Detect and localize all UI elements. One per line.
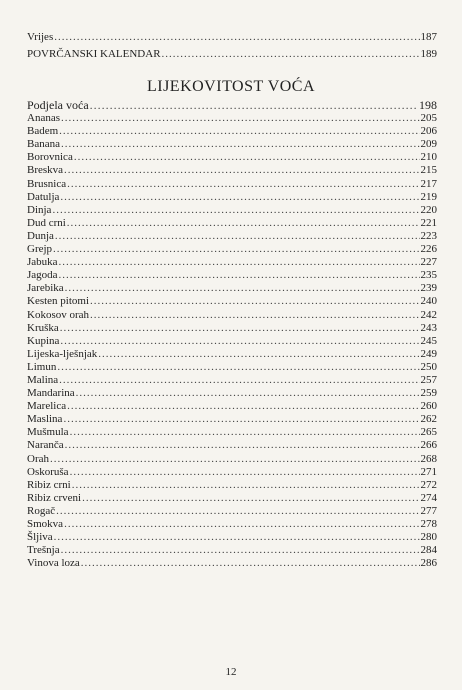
toc-entry-page: 220 <box>420 203 437 216</box>
toc-row <box>27 256 437 269</box>
toc-entry-name: Maslina <box>27 413 63 426</box>
dot-leader <box>60 322 420 335</box>
dot-leader <box>90 99 418 112</box>
toc-entry-name: Grejp <box>27 243 53 256</box>
toc-row <box>27 191 437 204</box>
toc-row <box>27 400 437 413</box>
toc-row <box>27 387 437 400</box>
toc-entry-page: 223 <box>420 229 437 242</box>
dot-leader <box>59 125 419 138</box>
dot-leader <box>162 46 420 63</box>
toc-entry-name: Brusnica <box>27 177 67 190</box>
dot-leader <box>56 505 419 518</box>
toc-row <box>27 466 437 479</box>
toc-entry-name: Ribiz crni <box>27 478 71 491</box>
dot-leader <box>57 361 419 374</box>
toc-row <box>27 518 437 531</box>
toc-row <box>27 322 437 335</box>
dot-leader <box>67 217 420 230</box>
dot-leader <box>98 348 419 361</box>
toc-entry-page: 217 <box>420 177 437 190</box>
toc-entry-name: Trešnja <box>27 544 60 557</box>
toc-entry-name: Kupina <box>27 334 60 347</box>
dot-leader <box>64 164 419 177</box>
toc-entry-name: Lijeska-lješnjak <box>27 347 98 360</box>
toc-row <box>27 29 437 46</box>
toc-entry-name: Badem <box>27 125 59 138</box>
toc-row <box>27 413 437 426</box>
dot-leader <box>64 518 419 531</box>
toc-row <box>27 164 437 177</box>
toc-entry-name: Kruška <box>27 321 59 334</box>
toc-entry-name: Borovnica <box>27 151 73 164</box>
toc-entry-page: 243 <box>420 321 437 334</box>
toc-row <box>27 374 437 387</box>
toc-entry-name: Kokosov orah <box>27 308 90 321</box>
toc-entry-page: 280 <box>420 531 437 544</box>
toc-entry-name: Smokva <box>27 518 64 530</box>
toc-row <box>27 335 437 348</box>
dot-leader <box>54 29 419 46</box>
toc-entry-page: 268 <box>420 452 437 465</box>
toc-row <box>27 309 437 322</box>
toc-entry-page: 206 <box>420 125 437 138</box>
toc-entry-page: 198 <box>419 98 437 112</box>
toc-entry-name: Ribiz crveni <box>27 491 82 504</box>
toc-entry-page: 257 <box>420 373 437 386</box>
toc-entry-name: Naranča <box>27 439 64 452</box>
toc-row <box>27 217 437 230</box>
toc-entry-name: Orah <box>27 452 49 465</box>
toc-entry-page: 265 <box>420 426 437 439</box>
toc-row <box>27 479 437 492</box>
toc-entry-name: Datulja <box>27 190 60 203</box>
toc-row <box>27 151 437 164</box>
toc-entry-name: Dud crni <box>27 216 66 229</box>
toc-row <box>27 178 437 191</box>
toc-entry-page: 239 <box>420 282 437 295</box>
dot-leader <box>65 439 420 452</box>
toc-row <box>27 230 437 243</box>
page-number: 12 <box>225 666 237 678</box>
toc-row <box>27 348 437 361</box>
toc-entry-name: Limun <box>27 360 57 373</box>
dot-leader <box>59 256 420 269</box>
dot-leader <box>70 426 420 439</box>
toc-entry-page: 209 <box>420 138 437 151</box>
toc-entry-page: 226 <box>420 243 437 256</box>
section-title: LIJEKOVITOST VOĆA <box>146 78 316 95</box>
dot-leader <box>90 309 419 322</box>
toc-entry-name: Dinja <box>27 203 52 216</box>
toc-entry-name: Mandarina <box>27 387 75 400</box>
toc-entry-page: 240 <box>420 295 437 308</box>
toc-entry-page: 227 <box>420 256 437 269</box>
dot-leader <box>65 282 420 295</box>
toc-entry-page: 210 <box>420 151 437 164</box>
toc-row <box>27 204 437 217</box>
toc-entry-name: Vrijes <box>27 31 54 43</box>
toc-entry-page: 187 <box>420 31 437 43</box>
toc-row <box>27 243 437 256</box>
toc-entry-page: 277 <box>420 504 437 517</box>
dot-leader <box>70 466 420 479</box>
toc-entry-page: 271 <box>420 465 437 478</box>
toc-entry-name: Mušmula <box>27 426 69 439</box>
toc-entry-page: 259 <box>420 387 437 400</box>
dot-leader <box>60 191 419 204</box>
toc-row <box>27 99 437 112</box>
toc-entry-name: Kesten pitomi <box>27 295 90 308</box>
dot-leader <box>76 387 420 400</box>
toc-row <box>27 557 437 570</box>
toc-entry-name: Jabuka <box>27 256 58 269</box>
toc-entry-name: Banana <box>27 138 60 151</box>
toc-row <box>27 426 437 439</box>
toc-row <box>27 505 437 518</box>
toc-entry-name: POVRČANSKI KALENDAR <box>27 47 161 60</box>
toc-entry-name: Dunja <box>27 229 54 242</box>
toc-row <box>27 46 437 63</box>
toc-row <box>27 269 437 282</box>
toc-entry-page: 245 <box>420 334 437 347</box>
dot-leader <box>53 243 419 256</box>
dot-leader <box>54 531 420 544</box>
toc-entry-page: 189 <box>420 47 437 60</box>
toc-top-block <box>27 29 437 62</box>
toc-main-list <box>27 99 437 570</box>
dot-leader <box>67 178 419 191</box>
toc-entry-page: 249 <box>420 347 437 360</box>
dot-leader <box>59 269 420 282</box>
toc-entry-name: Oskoruša <box>27 465 69 478</box>
toc-row <box>27 531 437 544</box>
dot-leader <box>60 335 419 348</box>
toc-entry-name: Breskva <box>27 164 64 177</box>
toc-row <box>27 125 437 138</box>
toc-entry-page: 235 <box>420 269 437 282</box>
toc-entry-name: Ananas <box>27 112 60 125</box>
toc-entry-page: 260 <box>420 400 437 413</box>
toc-entry-name: Malina <box>27 373 59 386</box>
toc-entry-page: 205 <box>420 112 437 125</box>
toc-entry-name: Podjela voća <box>27 98 89 112</box>
toc-entry-page: 221 <box>420 216 437 229</box>
toc-row <box>27 492 437 505</box>
dot-leader <box>74 151 420 164</box>
toc-entry-page: 266 <box>420 439 437 452</box>
toc-row <box>27 295 437 308</box>
toc-entry-name: Jagoda <box>27 269 58 282</box>
dot-leader <box>67 400 419 413</box>
toc-entry-name: Rogač <box>27 504 56 517</box>
toc-entry-page: 272 <box>420 478 437 491</box>
toc-entry-name: Jarebika <box>27 282 64 295</box>
dot-leader <box>63 413 419 426</box>
dot-leader <box>61 112 420 125</box>
toc-entry-name: Marelica <box>27 400 67 413</box>
toc-row <box>27 439 437 452</box>
toc-row <box>27 544 437 557</box>
toc-row <box>27 453 437 466</box>
dot-leader <box>50 453 420 466</box>
toc-entry-page: 278 <box>420 518 437 530</box>
toc-entry-page: 250 <box>420 360 437 373</box>
dot-leader <box>61 138 420 151</box>
dot-leader <box>61 544 420 557</box>
toc-entry-page: 219 <box>420 190 437 203</box>
dot-leader <box>59 374 419 387</box>
dot-leader <box>52 204 419 217</box>
toc-entry-page: 262 <box>420 413 437 426</box>
toc-entry-page: 284 <box>420 544 437 557</box>
toc-row <box>27 112 437 125</box>
dot-leader <box>90 295 419 308</box>
toc-entry-page: 286 <box>420 557 437 570</box>
dot-leader <box>81 557 420 570</box>
dot-leader <box>72 479 420 492</box>
toc-row <box>27 138 437 151</box>
toc-row <box>27 361 437 374</box>
toc-entry-page: 242 <box>420 308 437 321</box>
toc-row <box>27 282 437 295</box>
dot-leader <box>55 230 420 243</box>
toc-entry-page: 215 <box>420 164 437 177</box>
toc-entry-page: 274 <box>420 491 437 504</box>
dot-leader <box>82 492 419 505</box>
toc-entry-name: Šljiva <box>27 531 53 544</box>
toc-entry-name: Vinova loza <box>27 557 80 570</box>
